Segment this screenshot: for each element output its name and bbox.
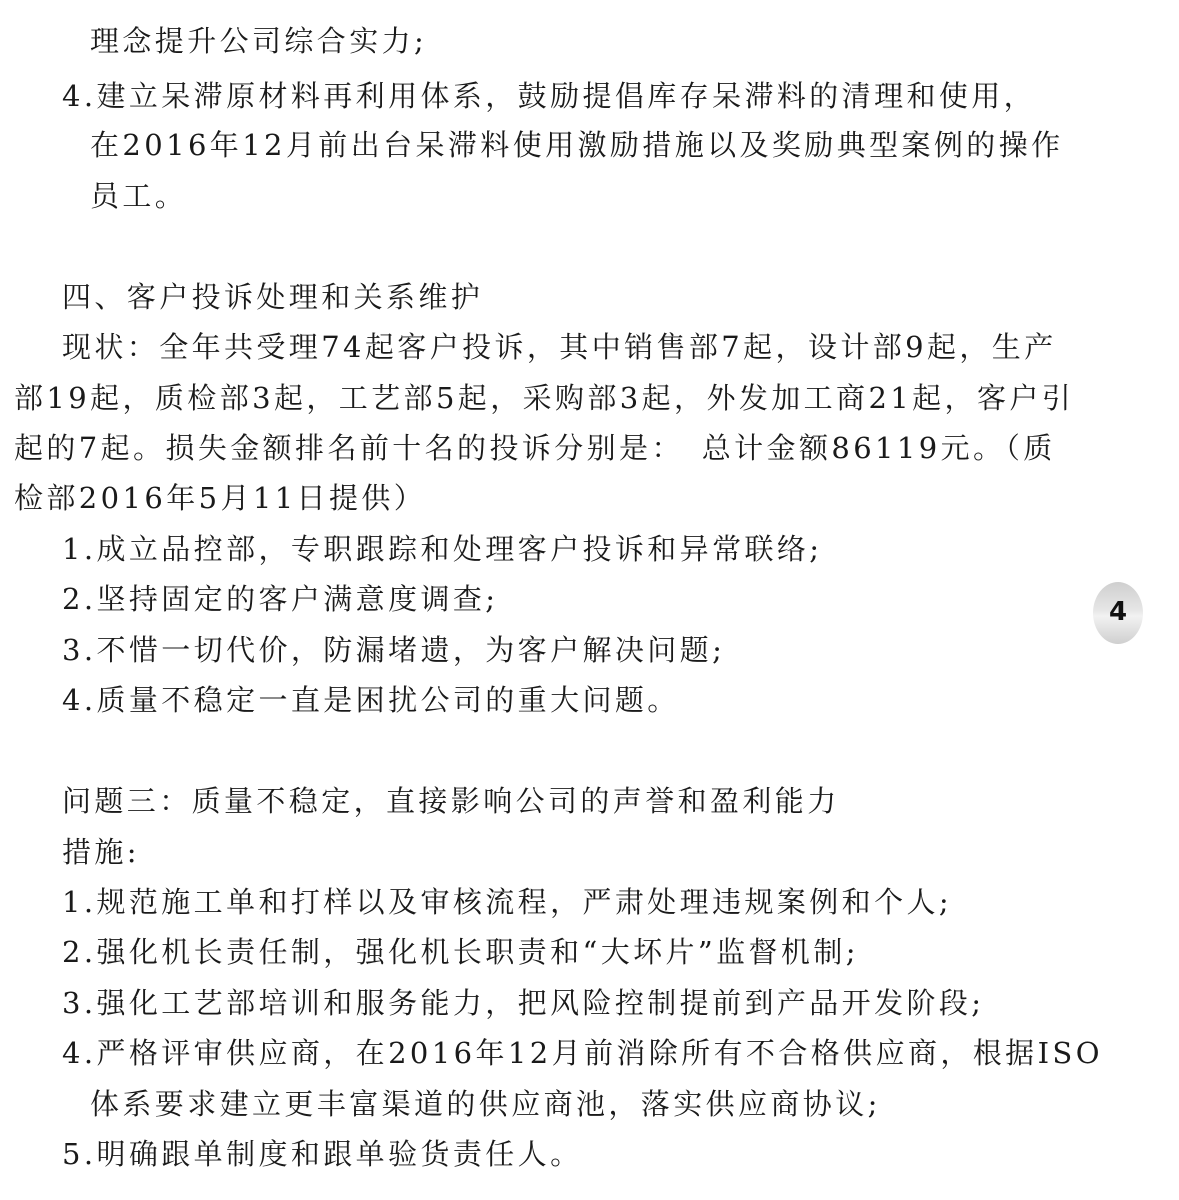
measures-label: 措施: <box>62 835 140 869</box>
section-heading-customer-complaints: 四、客户投诉处理和关系维护 <box>62 280 484 314</box>
text-line-9: 检部2016年5月11日提供） <box>14 481 427 515</box>
list-item: 3.强化工艺部培训和服务能力，把风险控制提前到产品开发阶段; <box>62 986 985 1020</box>
list-item: 2.坚持固定的客户满意度调查; <box>62 582 499 616</box>
list-item: 5.明确跟单制度和跟单验货责任人。 <box>62 1137 583 1171</box>
text-line-8: 起的7起。损失金额排名前十名的投诉分别是： 总计金额86119元。（质 <box>14 431 1056 465</box>
list-item: 2.强化机长责任制，强化机长职责和“大坏片”监督机制; <box>62 935 859 969</box>
list-item-continuation: 体系要求建立更丰富渠道的供应商池，落实供应商协议; <box>90 1087 881 1121</box>
text-line-status: 现状：全年共受理74起客户投诉，其中销售部7起，设计部9起，生产 <box>62 330 1057 364</box>
text-line-2: 4.建立呆滞原材料再利用体系，鼓励提倡库存呆滞料的清理和使用， <box>62 79 1037 113</box>
section-heading-problem-three: 问题三：质量不稳定，直接影响公司的声誉和盈利能力 <box>62 784 840 818</box>
page-number-badge <box>1093 582 1143 644</box>
text-line-7: 部19起，质检部3起，工艺部5起，采购部3起，外发加工商21起，客户引 <box>14 381 1075 415</box>
page-number: 4 <box>1108 597 1128 627</box>
list-item: 3.不惜一切代价，防漏堵遗，为客户解决问题; <box>62 633 726 667</box>
list-item: 1.成立品控部，专职跟踪和处理客户投诉和异常联络; <box>62 532 823 566</box>
list-item: 1.规范施工单和打样以及审核流程，严肃处理违规案例和个人; <box>62 885 953 919</box>
text-line-1: 理念提升公司综合实力; <box>90 24 428 58</box>
list-item: 4.质量不稳定一直是困扰公司的重大问题。 <box>62 683 680 717</box>
text-line-3: 在2016年12月前出台呆滞料使用激励措施以及奖励典型案例的操作 <box>90 128 1064 162</box>
list-item: 4.严格评审供应商，在2016年12月前消除所有不合格供应商，根据ISO <box>62 1036 1103 1070</box>
text-line-4: 员工。 <box>90 179 188 213</box>
